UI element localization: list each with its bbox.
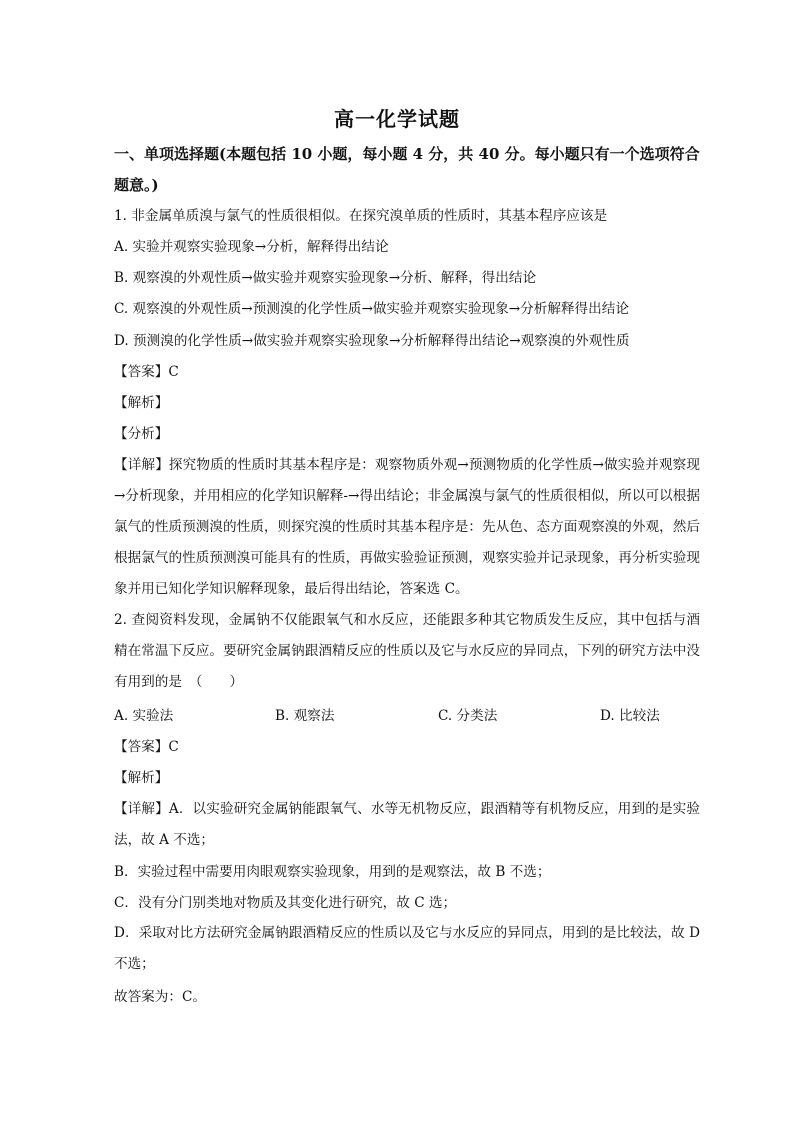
question-2-detail-d: D．采取对比方法研究金属钠跟酒精反应的性质以及它与水反应的异同点，用到的是比较法，故 D 不选； [114, 925, 700, 972]
question-2-stem: 2. 查阅资料发现，金属钠不仅能跟氧气和水反应，还能跟多种其它物质发生反应，其中包括与酒精在常温下反应。要研究金属钠跟酒精反应的性质以及它与水反应的异同点，下列的研究方法中没有用到的是 （ ） [114, 612, 700, 690]
question-2-option-c: C. 分类法 [438, 708, 498, 724]
question-1-option-c: C. 观察溴的外观性质→预测溴的化学性质→做实验并观察实验现象→分析解释得出结论 [114, 301, 629, 317]
question-2-answer: 【答案】C [114, 739, 179, 755]
question-1-option-a: A. 实验并观察实验现象→分析，解释得出结论 [114, 239, 389, 255]
question-2-analysis-label: 【解析】 [114, 770, 169, 786]
question-2-detail-a: 【详解】A．以实验研究金属钠能跟氧气、水等无机物反应，跟酒精等有机物反应，用到的是实验法，故 A 不选； [114, 801, 700, 848]
question-1-detail: 【详解】探究物质的性质时其基本程序是：观察物质外观→预测物质的化学性质→做实验并观察现→分析现象，并用相应的化学知识解释-→得出结论；非金属溴与氯气的性质很相似，所以可以根据氯气的性质预测溴的性质，则探究溴的性质时其基本程序是：先从色、态方面观察溴的外观，然后根据氯气的性质预测溴可能具有的性质，再做实验验证预测，观察实验并记录现象，再分析实验现象并用已知化学知识解释现象，最后得出结论，答案选 C。 [114, 457, 700, 597]
question-2-detail-c: C．没有分门别类地对物质及其变化进行研究，故 C 选； [114, 895, 457, 911]
question-1-option-d: D. 预测溴的化学性质→做实验并观察实验现象→分析解释得出结论→观察溴的外观性质 [114, 333, 630, 349]
section-heading: 一、单项选择题(本题包括 10 小题，每小题 4 分，共 40 分。每小题只有一个选项符合题意。) [114, 145, 700, 194]
question-2-option-d: D. 比较法 [600, 708, 660, 724]
question-1-option-b: B. 观察溴的外观性质→做实验并观察实验现象→分析、解释，得出结论 [114, 270, 537, 286]
question-1-stem: 1. 非金属单质溴与氯气的性质很相似。在探究溴单质的性质时，其基本程序应该是 [114, 208, 608, 224]
question-2-option-a: A. 实验法 [114, 708, 174, 724]
question-2-detail-b: B．实验过程中需要用肉眼观察实验现象，用到的是观察法，故 B 不选； [114, 864, 551, 880]
page-title: 高一化学试题 [334, 107, 460, 131]
question-2-conclusion: 故答案为：C。 [114, 989, 206, 1005]
question-1-analysis-label: 【解析】 [114, 395, 169, 411]
question-2-option-b: B. 观察法 [275, 708, 335, 724]
question-1-fenxi-label: 【分析】 [114, 426, 169, 442]
question-1-answer: 【答案】C [114, 364, 179, 380]
